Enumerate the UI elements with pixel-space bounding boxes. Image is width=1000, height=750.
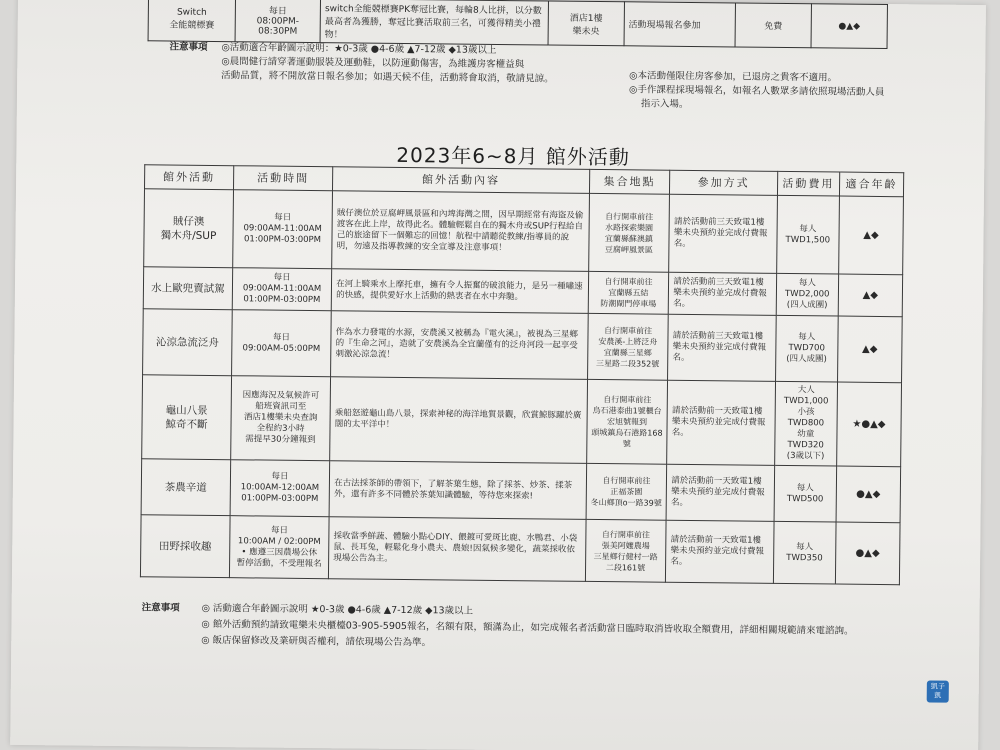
activity-age: ●▲◆ [835,522,900,585]
activity-place: 自行開車前往 正福茶園 冬山鄉頂o一路39號 [586,463,667,520]
header-activity: 館外活動 [145,165,234,190]
activity-time: 每日 10:00AM-12:00AM 01:00PM-03:00PM [230,460,330,517]
top-notes [169,41,889,110]
activity-fee: 每人TWD2,000 (四人成團) [776,273,838,316]
activity-method: 活動現場報名參加 [624,2,736,47]
activity-name: 田野採收趣 [140,515,230,578]
activity-fee: 每人 TWD350 [773,521,836,584]
header-fee: 活動費用 [777,171,839,196]
activity-place: 酒店1樓 樂未央 [548,1,624,46]
activity-time: 每日 09:00AM-11:00AM 01:00PM-03:00PM [233,190,333,269]
table-row [140,515,900,585]
header-place: 集合地點 [589,169,670,194]
activity-name: 沁涼急流泛舟 [143,309,233,376]
activity-fee: 每人TWD1,500 [776,195,839,274]
activity-name: 茶農辛道 [141,459,231,516]
activity-content: 採收當季鮮蔬、體驗小點心DIY、餵鍍可愛斑比鹿、水鴨君、小袋鼠、長耳兔，輕鬆化身小農夫、農娘!因氣候多變化，蔬菜採收依現場公告為主。 [329,517,586,582]
bottom-notes [141,600,921,656]
activity-age: ★●▲◆ [836,382,901,467]
activity-fee: 每人TWD700 (四人成團) [775,315,838,382]
paper-sheet [10,0,986,750]
activity-method: 請於活動前三天致電1樓樂未央預約並完成付費報名。 [668,272,776,315]
activity-fee: 大人TWD1,000 小孩TWD800 幼童TWD320 (3歲以下) [774,381,837,466]
activity-place: 自行開車前往 烏石港泰曲1號櫃台 宏旭號報到 頭城鎮烏石港路168號 [586,379,668,464]
activity-time: 每日 09:00AM-11:00AM 01:00PM-03:00PM [232,268,332,311]
activity-age: ▲◆ [838,196,903,275]
activity-content: switch全能競標賽PK奪冠比賽，每輪8人比拼，以分數最高者為獲勝，奪冠比賽活取前三名，可獲得精美小禮物！ [320,0,548,45]
activity-fee: 每人 TWD500 [774,465,837,522]
activity-name: 賊仔澳 獨木舟/SUP [144,189,234,268]
activity-name: 龜山八景 鯨奇不斷 [142,375,232,460]
notes-label: 注意事項 [169,41,208,53]
activity-name: Switch 全能競標賽 [148,0,236,42]
activity-age: ●▲◆ [836,466,901,523]
header-content: 館外活動內容 [333,167,590,194]
activity-place: 自行開車前往 水路探索樂園 宜蘭縣蘇澳鎮 豆腐岬風景區 [588,193,669,272]
header-age: 適合年齡 [839,172,903,197]
table-row [144,189,904,275]
activity-age: ▲◆ [838,274,903,317]
activity-content: 賊仔澳位於豆腐岬風景區和內埤海灣之間，因早期經常有海盜及偷渡客在此上岸，故得此名。體驗輕鬆自在的獨木舟或SUP行程給自己的旅途留下一個難忘的回憶！航程中請聽從教練/指導員的說明，勿遠及指導教練的安全宣導及注意事項！ [332,191,589,272]
notes-line: ◎本活動僅限住房客參加，已退房之貴客不適用。 [629,70,838,84]
notes-line: ◎ 飯店保留修改及業研與否權利，請依現場公告為準。 [201,634,432,649]
notes-label: 注意事項 [141,602,180,614]
activity-fee: 免費 [735,3,811,48]
activity-place: 自行開車前往 張美阿嬤農場 三星鄉行健村一路 二段161號 [585,519,666,582]
notes-right [629,69,899,114]
activity-time: 因應海況及氣候許可 船班資訊司至 酒店1樓樂未央查詢 全程約3小時 需提早30分鐘報到 [231,376,331,461]
table-row [141,459,901,523]
activity-time: 每日 10:00AM / 02:00PM • 應遵三因農場公休 暫停活動，不受理報名 [229,516,329,579]
activity-name: 水上歐兜賣試駕 [143,267,232,310]
activity-place: 自行開車前往 宜蘭縣五結 防潮閘門停車場 [588,271,669,314]
activity-content: 乘船怒遊龜山島八景，探索神秘的海洋地質景觀，欣賞鯨豚躍於廣闊的太平洋中！ [330,377,587,464]
notes-line: 活動品質，將不開放當日報名參加；如遇天候不佳，活動將會取消，敬請見諒。 [221,70,554,85]
notes-line: 指示入場。 [640,98,689,110]
activity-age: ●▲◆ [811,4,887,49]
activity-time: 每日 09:00AM-05:00PM [231,310,331,377]
activity-method: 請於活動前一天致電1樓樂未央預約並完成付費報名。 [666,520,774,583]
header-method: 參加方式 [670,170,778,195]
activity-content: 作為水力發電的水源，安農溪又被稱為『電火溪』，被視為三星鄉的『生命之河』，造就了安農溪為全宜蘭僅有的泛舟河段一起享受刺激沁涼急流！ [331,311,588,380]
activity-place: 自行開車前往 安農溪-上將泛舟 宜蘭縣三星鄉 三星路二段352號 [587,313,668,380]
activity-time: 每日 08:00PM-08:30PM [235,0,320,43]
page-title: 2023年6~8月 館外活動 [396,142,630,170]
outdoor-activity-table [140,164,904,585]
table-row [142,375,902,467]
activity-method: 請於活動前三天致電1樓樂未央預約並完成付費報名。 [668,314,776,381]
activity-method: 請於活動前一天致電1樓樂未央預約並完成付費報名。 [667,380,775,465]
notes-line: ◎ 活動適合年齡圖示說明 ★0-3歲 ●4-6歲 ▲7-12歲 ◆13歲以上 [201,602,474,617]
notes-line: ◎活動適合年齡圖示說明：★0-3歲 ●4-6歲 ▲7-12歲 ◆13歲以上 [221,42,497,56]
notes-line: ◎晨間健行請穿著運動服裝及運動鞋，以防運動傷害，為維護房客權益與 [221,56,525,71]
notes-line: ◎手作課程採現場報名，如報名人數眾多請依照現場活動人員 [629,84,885,99]
header-time: 活動時間 [233,166,333,191]
activity-age: ▲◆ [837,316,902,383]
activity-content: 在古法採茶師的帶領下，了解茶葉生態，除了採茶、炒茶、揉茶外，還有許多不同體於茶葉知識體驗，等待您來探索! [329,461,586,520]
notes-line: ◎ 館外活動預約請致電樂未央櫃檯03-905-5905報名，名額有限，額滿為止，如完成報名者活動當日臨時取消皆收取全額費用，詳細相關規範請來電諮詢。 [201,618,854,637]
watermark-logo: 凱子 凱 [927,680,949,702]
activity-method: 請於活動前三天致電1樓樂未央預約並完成付費報名。 [669,194,777,273]
activity-content: 在河上騎乘水上摩托車，擁有令人振奮的破浪能力，是另一種嘯速的快感，提供愛好水上活動的熱衷者在水中奔馳。 [331,269,588,314]
table-row [143,309,903,383]
activity-method: 請於活動前一天致電1樓樂未央預約並完成付費報名。 [666,464,774,521]
